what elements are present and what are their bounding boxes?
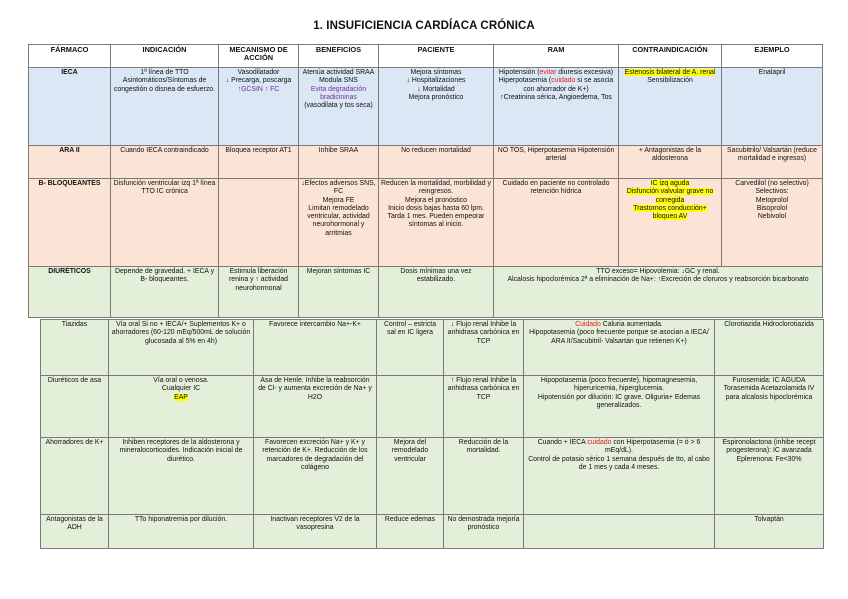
ieca-ejemplo: Enalapril bbox=[722, 68, 823, 146]
tiazidas-mecanismo: Favorece intercambio Na+-K+ bbox=[254, 320, 377, 376]
ieca-ram-1a: Hipotensión ( bbox=[498, 69, 540, 76]
asa-ram bbox=[524, 376, 715, 438]
ieca-beneficios-1: Atenúa actividad SRAA bbox=[302, 69, 375, 76]
beta-beneficios bbox=[299, 179, 379, 267]
adh-name: Antagonistas de la ADH bbox=[41, 515, 109, 549]
diureticos-beneficios: Mejoran síntomas IC bbox=[299, 267, 379, 318]
ieca-ram-3: ↑Creatinina sérica, Angioedema, Tos bbox=[500, 93, 612, 101]
asa-ejemplo: Furosemida: IC AGUDA Torasemida Acetazolamida IV para alcalosis hipoclorémica bbox=[715, 376, 824, 438]
ieca-paciente-3: ↓ Mortalidad bbox=[417, 85, 455, 93]
asa-indicacion bbox=[109, 376, 254, 438]
ieca-contra-2: Sensibilización bbox=[647, 77, 693, 85]
adh-mecanismo: Inactivan receptores V2 de la vasopresina bbox=[254, 515, 377, 549]
ahorradores-ram bbox=[524, 438, 715, 515]
ieca-ram-2c: si se asocia con ahorrador de K+) bbox=[523, 77, 614, 93]
row-ieca bbox=[29, 68, 823, 146]
tiazidas-ram-1a: Cuidado bbox=[575, 321, 601, 328]
diureticos-indicacion: Depende de gravedad. + IECA y B- bloqueantes. bbox=[111, 267, 219, 318]
row-tiazidas bbox=[41, 320, 824, 376]
page-title: 1. INSUFICIENCIA CARDÍACA CRÓNICA bbox=[313, 20, 535, 32]
ieca-indicacion: 1ª línea de TTO Asintomáticos/Síntomas de congestión o disnea de esfuerzo. bbox=[111, 68, 219, 146]
beta-beneficios-2: Mejora FE bbox=[322, 196, 355, 204]
ahorradores-ram-1c: con Hiperpotasemia (= ó > 6 mEq/dL). bbox=[605, 439, 701, 455]
ieca-mecanismo-1: Vasodilatador bbox=[237, 69, 280, 76]
tiazidas-indicacion: Vía oral Si no + IECA/+ Suplementos K+ o ahorradores (60-120 mEq/500mL de solución glucosada al 5% en 4h) bbox=[109, 320, 254, 376]
beta-contra-3 bbox=[621, 205, 719, 222]
header-farmaco: FÁRMACO bbox=[29, 45, 111, 68]
beta-name: B- BLOQUEANTES bbox=[29, 179, 111, 267]
beta-ejemplo-2: Selectivos: bbox=[755, 188, 789, 196]
ahorradores-indicacion: Inhiben receptores de la aldosterona y mineralocorticoides. Indicación inicial de diurético. bbox=[109, 438, 254, 515]
diureticos-ram-2: Alcalosis hipoclorémica 2ª a eliminación de Na+: ↑Excreción de cloruros y reabsorción bicarbonato bbox=[507, 276, 809, 284]
ieca-ram-1c: diuresis excesiva) bbox=[556, 69, 614, 76]
ieca-ram-1b: evitar bbox=[539, 69, 557, 76]
adh-indicacion: TTo hiponatremia por dilución. bbox=[109, 515, 254, 549]
diureticos-ram-1: TTO exceso= Hipovolemia: ↓GC y renal. bbox=[596, 268, 720, 275]
asa-indicacion-3-text: EAP bbox=[174, 393, 188, 401]
ieca-contra bbox=[619, 68, 722, 146]
beta-contra-2 bbox=[621, 188, 719, 205]
ieca-name: IECA bbox=[29, 68, 111, 146]
row-ara bbox=[29, 146, 823, 179]
asa-beneficios bbox=[377, 376, 444, 438]
header-row bbox=[29, 45, 823, 68]
ahorradores-mecanismo: Favorecen excreción Na+ y K+ y retención de K+. Reducción de los marcadores de degradación del colágeno bbox=[254, 438, 377, 515]
adh-ram bbox=[524, 515, 715, 549]
diureticos-name: DIURÉTICOS bbox=[29, 267, 111, 318]
row-diureticos bbox=[29, 267, 823, 318]
beta-contra bbox=[619, 179, 722, 267]
ieca-mecanismo-3: ↑GCSIN ↑ FC bbox=[237, 85, 280, 93]
ara-paciente: No reducen mortalidad bbox=[379, 146, 494, 179]
ieca-ram-1 bbox=[496, 69, 616, 77]
beta-ejemplo-1: Carvedilol (no selectivo) bbox=[735, 180, 809, 187]
adh-beneficios: Reduce edemas bbox=[377, 515, 444, 549]
beta-contra-2-text: Disfunción valvular grave no corregida bbox=[626, 188, 714, 204]
ahorradores-ram-1a: Cuando + IECA bbox=[537, 439, 588, 446]
header-ejemplo: EJEMPLO bbox=[722, 45, 823, 68]
asa-indicacion-3 bbox=[111, 394, 251, 402]
ieca-contra-1-text: Estenosis bilateral de A. renal bbox=[624, 69, 716, 76]
beta-paciente-3: Inicio dosis bajas hasta 60 lpm. Tarda 1 mes. Pueden empeorar síntomas al inicio. bbox=[387, 204, 485, 229]
asa-paciente: ↑ Flujo renal Inhibe la anhidrasa carbónica en TCP bbox=[444, 376, 524, 438]
beta-paciente-2: Mejora el pronóstico bbox=[404, 196, 468, 204]
beta-ejemplo-3: Metoprolol bbox=[755, 196, 789, 204]
beta-ejemplo-5: Nebivolol bbox=[757, 213, 787, 221]
tiazidas-ram-1b: Caluria aumentada. bbox=[600, 321, 663, 328]
ara-indicacion: Cuando IECA contraindicado bbox=[111, 146, 219, 179]
beta-ejemplo-4: Bisoprolol bbox=[756, 204, 788, 212]
beta-beneficios-3: Limitan remodelado ventricular, actividad neurohormonal y arritmias bbox=[307, 204, 370, 237]
beta-mecanismo bbox=[219, 179, 299, 267]
ieca-mecanismo bbox=[219, 68, 299, 146]
tiazidas-paciente: ↓ Flujo renal Inhibe la anhidrasa carbónica en TCP bbox=[444, 320, 524, 376]
ieca-beneficios-3: Evita degradación bradicininas bbox=[310, 85, 367, 101]
row-ahorradores bbox=[41, 438, 824, 515]
tiazidas-name: Tiazidas bbox=[41, 320, 109, 376]
beta-contra-3-text: Trastornos conducción+ bloqueo AV bbox=[633, 204, 707, 221]
beta-ejemplo bbox=[722, 179, 823, 267]
ara-ram: NO TOS, Hiperpotasemia Hipotensión arterial bbox=[494, 146, 619, 179]
header-beneficios: BENEFICIOS bbox=[299, 45, 379, 68]
header-paciente: PACIENTE bbox=[379, 45, 494, 68]
beta-indicacion: Disfunción ventricular izq 1ª línea TTO IC crónica bbox=[111, 179, 219, 267]
row-adh bbox=[41, 515, 824, 549]
ieca-ram-2 bbox=[496, 77, 616, 94]
tiazidas-ejemplo: Clorotiazida Hidroclorotiazida bbox=[715, 320, 824, 376]
diureticos-ram bbox=[494, 267, 823, 318]
row-beta bbox=[29, 179, 823, 267]
ieca-ram-2a: Hiperpotasemia ( bbox=[498, 77, 552, 85]
asa-indicacion-1: Vía oral o venosa. bbox=[153, 377, 209, 384]
diureticos-table bbox=[40, 319, 824, 549]
adh-paciente: No demostrada mejoría pronóstico bbox=[444, 515, 524, 549]
asa-ram-1: Hipopotasemia (poco frecuente), hipomagnesemia, hiperuricemia, hiperglucemia. bbox=[540, 377, 698, 393]
ieca-contra-1 bbox=[621, 69, 719, 77]
beta-contra-1-text: IC izq aguda bbox=[650, 180, 690, 187]
ara-ejemplo: Sacubitrilo/ Valsartán (reduce mortalidad e ingresos) bbox=[722, 146, 823, 179]
ieca-ram bbox=[494, 68, 619, 146]
adh-ejemplo: Tolvaptán bbox=[715, 515, 824, 549]
tiazidas-ram bbox=[524, 320, 715, 376]
header-ram: RAM bbox=[494, 45, 619, 68]
ara-name: ARA II bbox=[29, 146, 111, 179]
header-contraindicacion: CONTRAINDICACIÓN bbox=[619, 45, 722, 68]
asa-mecanismo: Asa de Henle. Inhibe la reabsorción de Cl- y aumenta excreción de Na+ y H2O bbox=[254, 376, 377, 438]
ahorradores-ram-1 bbox=[526, 439, 712, 456]
asa-ram-2: Hipotensión por dilución: IC grave. Oliguria+ Edemas generalizados. bbox=[537, 393, 701, 409]
diureticos-paciente: Dosis mínimas una vez estabilizado. bbox=[379, 267, 494, 318]
beta-paciente bbox=[379, 179, 494, 267]
beta-contra-1 bbox=[621, 180, 719, 188]
header-indicacion: INDICACIÓN bbox=[111, 45, 219, 68]
ahorradores-beneficios: Mejora del remodelado ventricular bbox=[377, 438, 444, 515]
ieca-paciente-4: Mejora pronóstico bbox=[408, 93, 464, 101]
ieca-paciente bbox=[379, 68, 494, 146]
tiazidas-ram-1 bbox=[526, 321, 712, 329]
ieca-mecanismo-2: ↓ Precarga, poscarga bbox=[225, 77, 292, 85]
ieca-beneficios-2: Modula SNS bbox=[319, 77, 358, 85]
ara-contra: + Antagonistas de la aldosterona bbox=[619, 146, 722, 179]
ieca-beneficios bbox=[299, 68, 379, 146]
ieca-ram-2b: cuidado bbox=[551, 77, 576, 85]
asa-indicacion-2: Cualquier IC bbox=[161, 385, 201, 393]
diureticos-mecanismo: Estimula liberación renina y ↑ actividad neurohormonal bbox=[219, 267, 299, 318]
beta-beneficios-1: ↓Efectos adversos SNS, FC bbox=[301, 180, 376, 196]
beta-paciente-1: Reducen la mortalidad, morbilidad y reingresos. bbox=[381, 180, 491, 196]
ieca-beneficios-4: (vasodilata y tos seca) bbox=[304, 102, 373, 110]
main-table bbox=[28, 44, 823, 318]
header-mecanismo: MECANISMO DE ACCIÓN bbox=[219, 45, 299, 68]
ahorradores-ram-1b: cuidado bbox=[587, 439, 612, 446]
asa-name: Diuréticos de asa bbox=[41, 376, 109, 438]
ahorradores-ejemplo: Espironolactona (inhibe recept progesterona): IC avanzada Eplerenona: Fe<30% bbox=[715, 438, 824, 515]
ieca-paciente-2: ↓ Hospitalizaciones bbox=[406, 77, 466, 85]
row-asa bbox=[41, 376, 824, 438]
ahorradores-ram-2: Control de potasio sérico 1 semana después de tto, al cabo de 1 mes y cada 4 meses. bbox=[528, 455, 710, 471]
ieca-paciente-1: Mejora síntomas bbox=[410, 69, 462, 76]
ahorradores-name: Ahorradores de K+ bbox=[41, 438, 109, 515]
ara-mecanismo: Bloquea receptor AT1 bbox=[219, 146, 299, 179]
ahorradores-paciente: Reducción de la mortalidad. bbox=[444, 438, 524, 515]
tiazidas-beneficios: Control – estricta sal en IC ligera bbox=[377, 320, 444, 376]
ara-beneficios: Inhibe SRAA bbox=[299, 146, 379, 179]
tiazidas-ram-2: Hipopotasemia (poco frecuente porque se asocian a IECA/ ARA II/Sacubitril- Valsartán que retienen K+) bbox=[529, 329, 709, 345]
beta-ram: Cuidado en paciente no controlado retención hídrica bbox=[494, 179, 619, 267]
